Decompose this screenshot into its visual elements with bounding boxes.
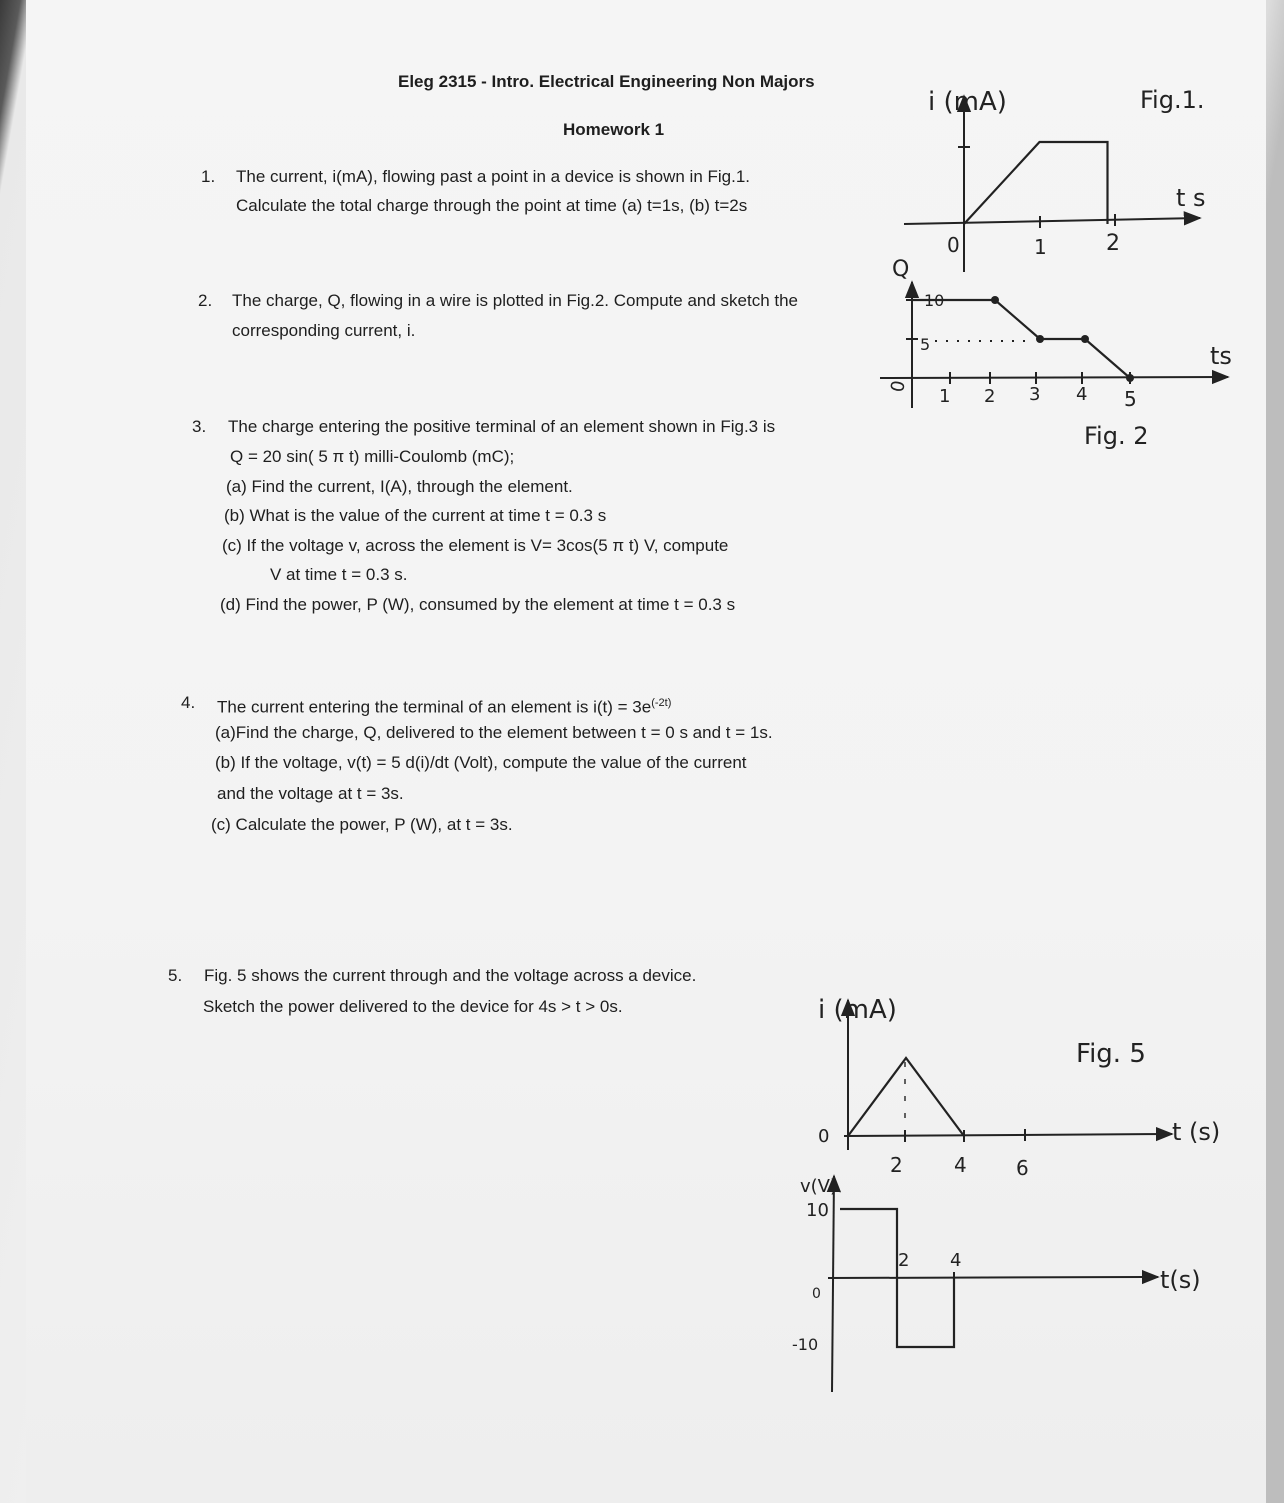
problem-4-line-2: (a)Find the charge, Q, delivered to the element between t = 0 s and t = 1s.: [215, 723, 773, 742]
fig2-xtick-2: 2: [984, 386, 996, 407]
problem-3-number: 3.: [192, 417, 207, 436]
fig1-tick-0: 0: [947, 233, 960, 257]
problem-2-line-2: corresponding current, i.: [232, 321, 416, 340]
fig5-i-xtick-4: 4: [954, 1153, 967, 1177]
fig5-v-y-axis: [832, 1176, 834, 1392]
fig2-breakpoint-dot: [1036, 335, 1044, 343]
problem-4-line-3: (b) If the voltage, v(t) = 5 d(i)/dt (Volt), compute the value of the current: [215, 753, 747, 772]
problem-2-number: 2.: [198, 291, 213, 310]
fig2-xtick-4: 4: [1076, 384, 1088, 405]
problem-4-line-1-text: The current entering the terminal of an element is i(t) = 3e: [217, 697, 652, 717]
problem-4-exponent: (-2t): [651, 697, 672, 709]
problem-5-number: 5.: [168, 966, 183, 985]
fig5-i-xlabel: t (s): [1172, 1118, 1221, 1146]
problem-3-line-3: (a) Find the current, I(A), through the element.: [226, 477, 573, 496]
problem-3-line-2: Q = 20 sin( 5 π t) milli-Coulomb (mC);: [230, 447, 515, 466]
fig5-current-waveform: [848, 1058, 964, 1136]
fig2-charge-waveform: [912, 300, 1130, 378]
problem-3-line-4: (b) What is the value of the current at time t = 0.3 s: [224, 506, 607, 525]
fig2-ylabel: Q: [892, 257, 910, 282]
fig5-i-xtick-6: 6: [1016, 1156, 1029, 1180]
fig1-tick-2: 2: [1106, 231, 1120, 256]
fig5-v-origin: 0: [812, 1286, 821, 1302]
fig2-caption: Fig. 2: [1084, 422, 1149, 450]
fig2-breakpoint-dot: [991, 296, 999, 304]
problem-3-line-6: V at time t = 0.3 s.: [270, 565, 408, 584]
fig2-xtick-1: 1: [939, 386, 951, 407]
fig1-caption: Fig.1.: [1140, 86, 1205, 114]
fig5-i-origin: 0: [818, 1126, 830, 1147]
fig2-breakpoint-dot: [1126, 374, 1134, 382]
problem-4-line-4: and the voltage at t = 3s.: [217, 784, 404, 803]
fig5-v-x-axis: [828, 1277, 1158, 1278]
problem-5-line-2: Sketch the power delivered to the device for 4s > t > 0s.: [203, 997, 623, 1016]
problem-4-number: 4.: [181, 693, 196, 712]
fig5-v-ytick-neg10: -10: [792, 1335, 819, 1354]
fig5-v-xtick-2: 2: [898, 1250, 910, 1271]
fig2-xtick-3: 3: [1029, 384, 1041, 405]
fig1-tick-1: 1: [1034, 235, 1047, 259]
fig5-v-ytick-10: 10: [806, 1200, 829, 1221]
fig2-xtick-0: 0: [887, 378, 910, 394]
fig5-v-ylabel: v(V): [800, 1176, 838, 1197]
problem-1-line-2: Calculate the total charge through the point at time (a) t=1s, (b) t=2s: [236, 196, 748, 215]
fig2-breakpoint-dot: [1081, 335, 1089, 343]
fig2-ytick-5: 5: [920, 335, 931, 354]
fig1-xlabel: t s: [1176, 184, 1206, 212]
fig5-v-xtick-4: 4: [950, 1250, 962, 1271]
fig5-i-xtick-2: 2: [890, 1153, 903, 1177]
problem-3-line-1: The charge entering the positive terminal of an element shown in Fig.3 is: [228, 417, 776, 436]
fig1-x-axis: [904, 218, 1200, 224]
problem-5-line-1: Fig. 5 shows the current through and the voltage across a device.: [204, 966, 697, 985]
problem-3-line-5: (c) If the voltage v, across the element is V= 3cos(5 π t) V, compute: [222, 536, 729, 555]
problem-3-line-7: (d) Find the power, P (W), consumed by the element at time t = 0.3 s: [220, 595, 736, 614]
course-title: Eleg 2315 - Intro. Electrical Engineering Non Majors: [398, 72, 815, 91]
fig2-ytick-10: 10: [924, 291, 945, 310]
page-title: Homework 1: [563, 120, 665, 139]
problem-1-line-1: The current, i(mA), flowing past a point in a device is shown in Fig.1.: [236, 167, 751, 186]
problem-2-line-1: The charge, Q, flowing in a wire is plotted in Fig.2. Compute and sketch the: [232, 291, 799, 310]
problem-4-line-5: (c) Calculate the power, P (W), at t = 3s.: [211, 815, 513, 834]
fig2-xtick-5: 5: [1124, 387, 1137, 411]
fig5-voltage-chart: [828, 1176, 1158, 1392]
fig5-caption: Fig. 5: [1076, 1039, 1146, 1069]
fig5-v-xlabel: t(s): [1160, 1266, 1201, 1294]
fig5-i-ylabel: i (mA): [818, 995, 897, 1025]
fig2-x-axis: [880, 377, 1228, 378]
fig5-i-x-axis: [844, 1134, 1172, 1136]
fig2-xlabel: ts: [1210, 342, 1232, 370]
fig1-ylabel: i (mA): [928, 87, 1007, 117]
problem-1-number: 1.: [201, 167, 216, 186]
fig1-current-waveform: [964, 142, 1108, 224]
